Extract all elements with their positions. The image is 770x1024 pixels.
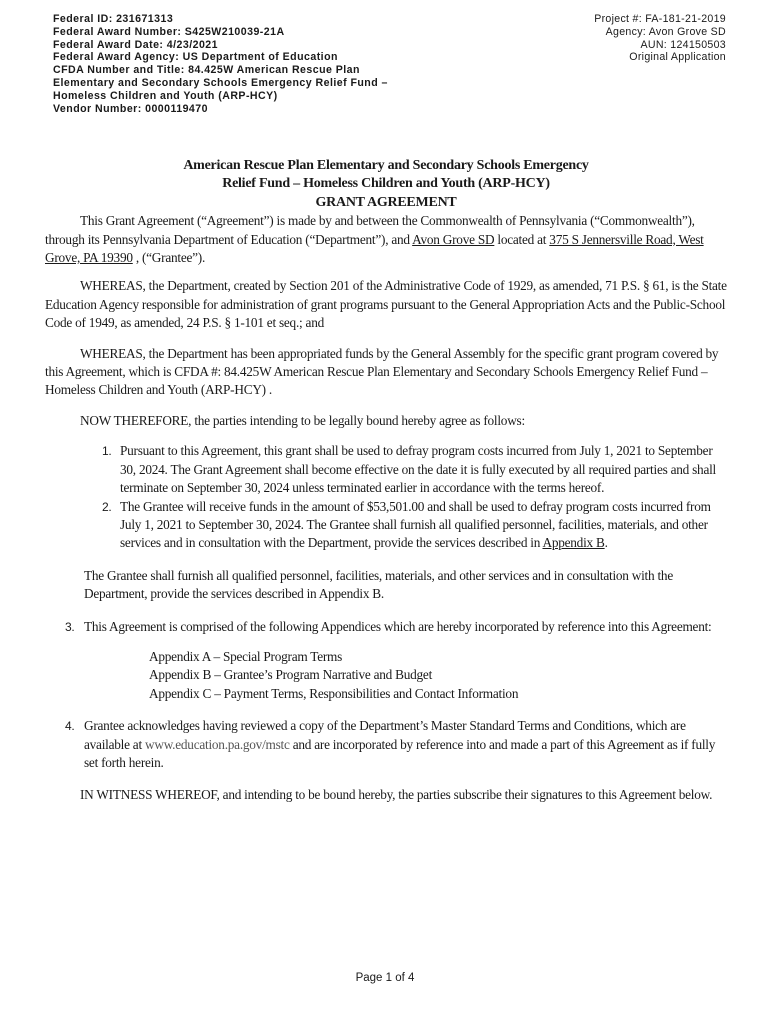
federal-award-number: Federal Award Number: S425W210039-21A	[53, 25, 285, 38]
grantee-address: 375 S Jennersville Road, West Grove, PA 19390	[45, 231, 704, 266]
item-number: 2.	[102, 499, 112, 514]
cfda-line-1: CFDA Number and Title: 84.425W American Rescue Plan	[53, 64, 360, 77]
item-number: 1.	[102, 444, 112, 459]
document-title	[45, 157, 727, 212]
item-2-end: .	[604, 535, 608, 551]
aun: AUN: 124150503	[640, 38, 726, 51]
now-therefore-paragraph: NOW THEREFORE, the parties intending to be legally bound hereby agree as follows:	[80, 412, 525, 428]
whereas-paragraph-2: WHEREAS, the Department has been appropriated funds by the General Assembly for the specific grant program covered by this Agreement, which is CFDA #: 84.425W American Rescue Plan Elementary and Secondary Schools Emergency Relief Fund – Homeless Children and Youth (ARP-HCY) .	[45, 345, 719, 398]
list-item	[45, 442, 727, 497]
application-type: Original Application	[629, 51, 726, 64]
list-item	[45, 717, 727, 772]
vendor-number: Vendor Number: 0000119470	[53, 102, 208, 115]
appendix-a: Appendix A – Special Program Terms	[149, 648, 343, 664]
agency: Agency: Avon Grove SD	[605, 25, 726, 38]
page-number: Page 1 of 4	[355, 972, 415, 984]
cfda-line-2: Elementary and Secondary Schools Emergency Relief Fund –	[53, 76, 388, 89]
item-2-text: The Grantee will receive funds in the amount of $53,501.00 and shall be used to defray program costs incurred from July 1, 2021 to September 30, 2024. The Grantee shall furnish all qualified personnel, facilities, materials, and other services and in consultation with the Department, provide the services described in	[120, 498, 711, 551]
federal-award-date: Federal Award Date: 4/23/2021	[53, 38, 218, 51]
title-line-1: American Rescue Plan Elementary and Secondary Schools Emergency	[183, 158, 589, 173]
appendix-b-reference: Appendix B	[542, 535, 605, 551]
cfda-line-3: Homeless Children and Youth (ARP-HCY)	[53, 89, 278, 102]
intro-text-2: located at	[494, 231, 550, 247]
grantee-furnish-paragraph: The Grantee shall furnish all qualified personnel, facilities, materials, and other services and in consultation with the Department, provide the services described in Appendix B.	[84, 567, 673, 602]
list-item	[45, 498, 727, 553]
item-3-text: This Agreement is comprised of the following Appendices which are hereby incorporated by reference into this Agreement:	[84, 618, 712, 634]
intro-paragraph	[45, 212, 727, 267]
item-4-text-1: Grantee acknowledges having reviewed a copy of the Department’s Master Standard Terms and Conditions, which are available at	[84, 718, 686, 752]
intro-text-1: This Grant Agreement (“Agreement”) is made by and between the Commonwealth of Pennsylvania (“Commonwealth”), through its Pennsylvania Department of Education (“Department”), and	[45, 213, 695, 247]
header-project-info	[594, 13, 726, 64]
appendix-c: Appendix C – Payment Terms, Responsibilities and Contact Information	[149, 685, 519, 701]
item-4-text-2: and are incorporated by reference into and made a part of this Agreement as if fully set forth herein.	[84, 736, 716, 770]
federal-award-agency: Federal Award Agency: US Department of Education	[53, 51, 338, 64]
item-number: 3.	[65, 619, 75, 634]
header-federal-info	[53, 13, 473, 115]
project-number: Project #: FA-181-21-2019	[594, 13, 726, 25]
agreement-body	[45, 157, 727, 805]
intro-text-3: , (“Grantee”).	[132, 250, 206, 266]
grantee-name: Avon Grove SD	[412, 231, 495, 247]
title-line-3: GRANT AGREEMENT	[315, 194, 457, 210]
federal-id: Federal ID: 231671313	[53, 13, 174, 25]
appendix-b: Appendix B – Grantee’s Program Narrative and Budget	[149, 667, 433, 683]
mstc-link[interactable]: www.education.pa.gov/mstc	[144, 736, 290, 752]
witness-paragraph: IN WITNESS WHEREOF, and intending to be bound hereby, the parties subscribe their signatures to this Agreement below.	[80, 787, 713, 803]
item-number: 4.	[65, 719, 75, 734]
title-line-2: Relief Fund – Homeless Children and Youth (ARP-HCY)	[222, 176, 550, 192]
item-1-text: Pursuant to this Agreement, this grant shall be used to defray program costs incurred from July 1, 2021 to September 30, 2024. The Grant Agreement shall become effective on the date it is fully executed by all required parties and shall terminate on September 30, 2024 unless terminated earlier in accordance with the terms hereof.	[120, 443, 716, 496]
appendices-list	[45, 648, 727, 703]
terms-list	[45, 442, 727, 552]
list-item	[45, 618, 727, 636]
whereas-paragraph-1: WHEREAS, the Department, created by Section 201 of the Administrative Code of 1929, as amended, 71 P.S. § 61, is the State Education Agency responsible for administration of grant programs pursuant to the General Appropriation Acts and the Public-School Code of 1949, as amended, 24 P.S. § 1-101 et seq.; and	[45, 278, 727, 331]
